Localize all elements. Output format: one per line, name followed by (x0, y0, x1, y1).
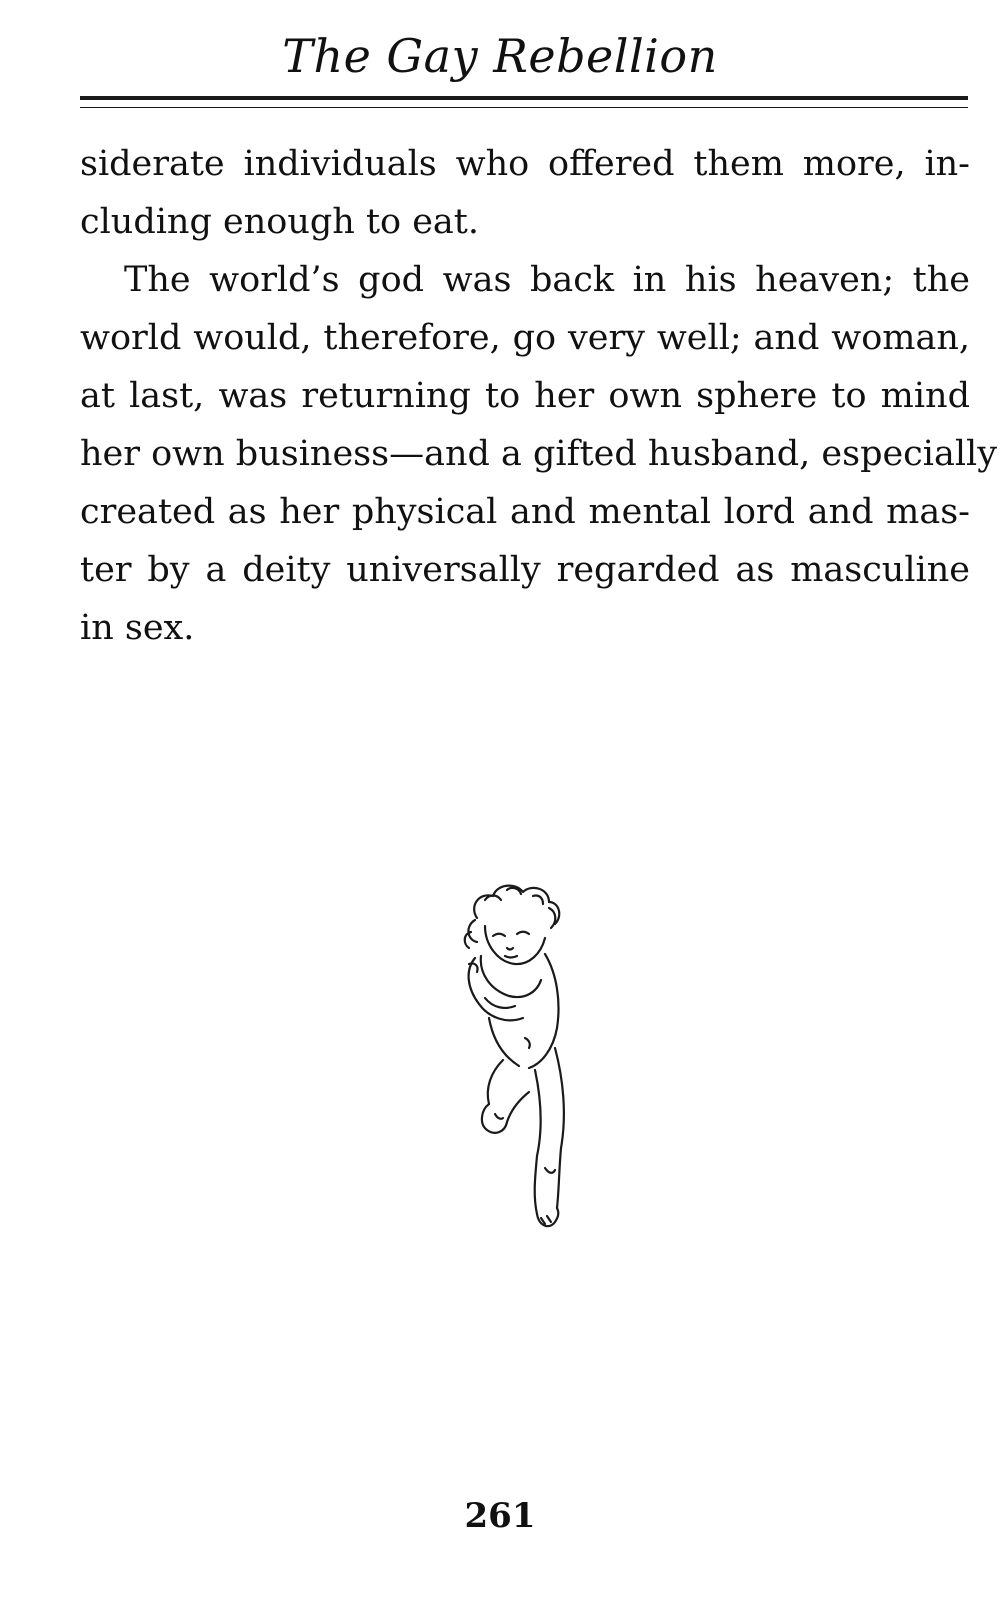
running-head: The Gay Rebellion (282, 29, 718, 83)
text-line: ter by a deity universally regarded as masculine (80, 550, 970, 590)
text-line: world would, therefore, go very well; and woman, (80, 318, 970, 358)
text-line: in sex. (80, 608, 195, 648)
text-line: at last, was returning to her own sphere to mind (80, 376, 970, 416)
paragraph (80, 135, 970, 251)
text-line: created as her physical and mental lord and mas- (80, 492, 970, 532)
text-line: siderate individuals who offered them more, in- (80, 144, 970, 184)
text-line: her own business—and a gifted husband, especially (80, 434, 998, 474)
paragraph (80, 251, 998, 657)
cherub-illustration (445, 878, 595, 1238)
text-line: The world’s god was back in his heaven; the (124, 260, 970, 300)
body-text (80, 135, 998, 657)
page-number: 261 (464, 1496, 536, 1536)
header-rule-thin (80, 107, 968, 108)
header-rule-thick (80, 96, 968, 100)
text-line: cluding enough to eat. (80, 202, 479, 242)
